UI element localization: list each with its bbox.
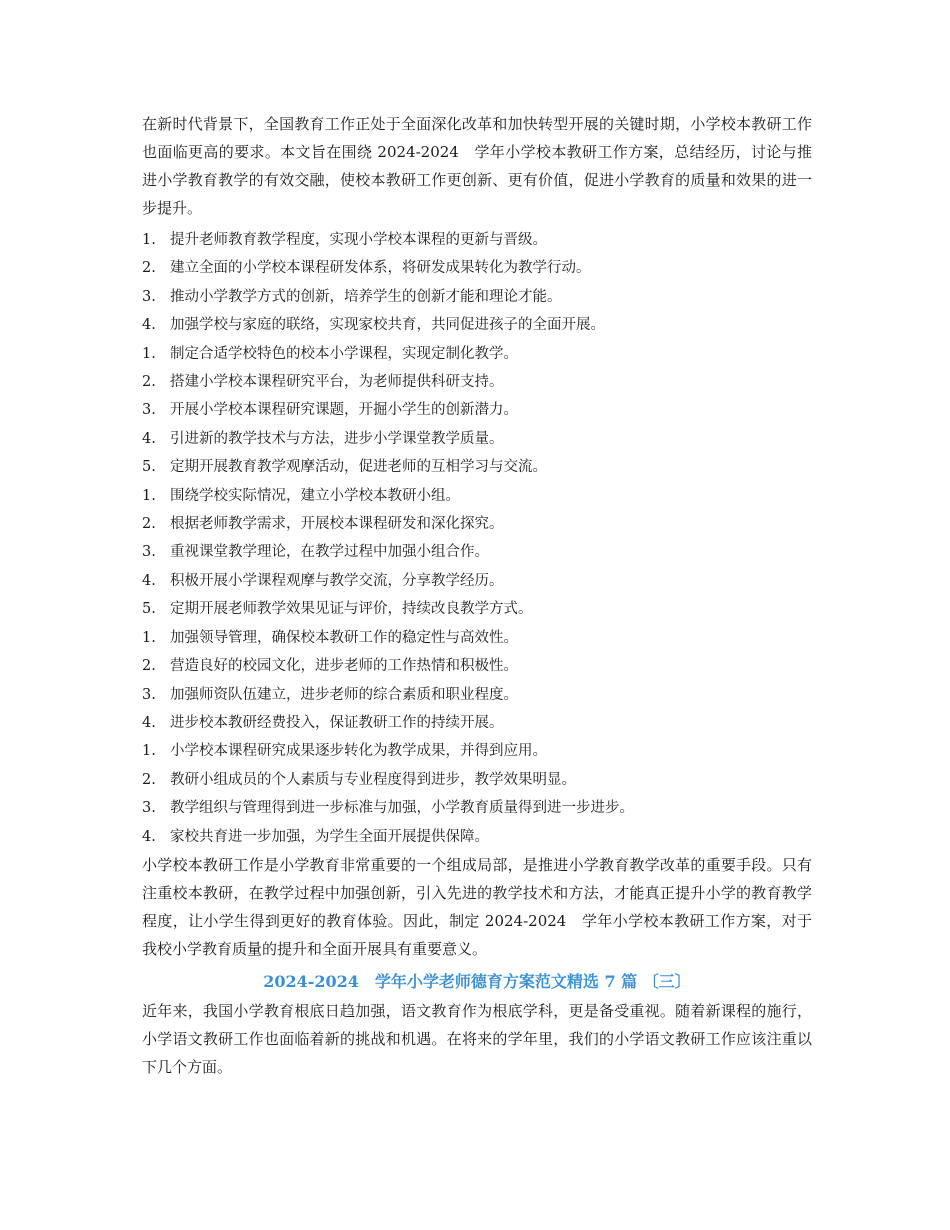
list-text: 加强学校与家庭的联络，实现家校共育，共同促进孩子的全面开展。: [170, 317, 605, 334]
list-item: [142, 737, 812, 765]
list-text: 家校共育进一步加强，为学生全面开展提供保障。: [170, 828, 489, 845]
list-number: 1.: [142, 487, 156, 504]
list-number: 3.: [142, 544, 156, 561]
list-item: [142, 567, 812, 595]
section-heading: 2024-2024 学年小学老师德育方案范文精选 7 篇 〔三〕: [263, 971, 691, 991]
list-number: 3.: [142, 402, 156, 419]
list-item: [142, 283, 812, 311]
list-item: [142, 595, 812, 623]
list-item: [142, 254, 812, 282]
list-item: [142, 368, 812, 396]
list-number: 5.: [142, 601, 156, 618]
list-number: 1.: [142, 232, 156, 248]
list-text: 围绕学校实际情况，建立小学校本教研小组。: [170, 487, 460, 504]
list-item: [142, 681, 812, 709]
list-number: 1.: [142, 743, 156, 760]
list-text: 重视课堂教学理论，在教学过程中加强小组合作。: [170, 544, 489, 561]
list-group: [142, 737, 812, 851]
list-text: 小学校本课程研究成果逐步转化为教学成果，并得到应用。: [170, 743, 547, 760]
list-item: [142, 794, 812, 822]
list-item: [142, 311, 812, 339]
numbered-lists: [142, 226, 812, 851]
list-group: [142, 340, 812, 482]
list-item: [142, 425, 812, 453]
list-number: 2.: [142, 658, 156, 675]
intro-paragraph: 在新时代背景下，全国教育工作正处于全面深化改革和加快转型开展的关键时期，小学校本教研工作也面临更高的要求。本文旨在围绕 2024-2024 学年小学校本教研工作方案，总结经历，讨论与推进小学教育教学的有效交融，使校本教研工作更创新、更有价值，促进小学教育的质量和效果的进一步提升。: [142, 115, 812, 217]
list-group: [142, 482, 812, 624]
list-text: 推动小学教学方式的创新，培养学生的创新才能和理论才能。: [170, 288, 562, 305]
list-item: [142, 226, 812, 254]
list-text: 定期开展老师教学效果见证与评价，持续改良教学方式。: [170, 601, 533, 618]
list-number: 5.: [142, 459, 156, 476]
list-number: 4.: [142, 828, 156, 845]
list-number: 4.: [142, 714, 156, 731]
list-number: 4.: [142, 430, 156, 447]
list-text: 教学组织与管理得到进一步标准与加强，小学教育质量得到进一步进步。: [170, 800, 634, 817]
list-text: 加强领导管理，确保校本教研工作的稳定性与高效性。: [170, 629, 518, 646]
list-item: [142, 396, 812, 424]
list-text: 根据老师教学需求，开展校本课程研发和深化探究。: [170, 516, 504, 533]
section-body-paragraph: 近年来，我国小学教育根底日趋加强，语文教育作为根底学科，更是备受重视。随着新课程的施行，小学语文教研工作也面临着新的挑战和机遇。在将来的学年里，我们的小学语文教研工作应该注重以下几个方面。: [142, 1001, 812, 1076]
list-number: 2.: [142, 374, 156, 391]
list-group: [142, 624, 812, 738]
list-item: [142, 766, 812, 794]
list-item: [142, 538, 812, 566]
list-text: 提升老师教育教学程度，实现小学校本课程的更新与晋级。: [170, 232, 547, 248]
list-text: 建立全面的小学校本课程研发体系，将研发成果转化为教学行动。: [170, 260, 591, 277]
list-text: 开展小学校本课程研究课题，开掘小学生的创新潜力。: [170, 402, 518, 419]
list-text: 教研小组成员的个人素质与专业程度得到进步，教学效果明显。: [170, 771, 576, 788]
conclusion-paragraph: 小学校本教研工作是小学教育非常重要的一个组成局部，是推进小学教育教学改革的重要手段。只有注重校本教研，在教学过程中加强创新，引入先进的教学技术和方法，才能真正提升小学的教育教学程度，让小学生得到更好的教育体验。因此，制定 2024-2024 学年小学校本教研工作方案，对于我校小学教育质量的提升和全面开展具有重要意义。: [142, 855, 812, 958]
list-number: 3.: [142, 800, 156, 817]
list-number: 2.: [142, 260, 156, 277]
list-item: [142, 482, 812, 510]
list-item: [142, 510, 812, 538]
list-text: 制定合适学校特色的校本小学课程，实现定制化教学。: [170, 345, 518, 362]
list-text: 进步校本教研经费投入，保证教研工作的持续开展。: [170, 714, 504, 731]
list-item: [142, 709, 812, 737]
list-group: [142, 226, 812, 340]
list-item: [142, 340, 812, 368]
list-number: 1.: [142, 345, 156, 362]
list-number: 1.: [142, 629, 156, 646]
list-text: 搭建小学校本课程研究平台，为老师提供科研支持。: [170, 374, 504, 391]
list-number: 2.: [142, 516, 156, 533]
list-number: 2.: [142, 771, 156, 788]
list-item: [142, 624, 812, 652]
list-item: [142, 823, 812, 851]
list-text: 积极开展小学课程观摩与教学交流，分享教学经历。: [170, 572, 504, 589]
list-number: 4.: [142, 317, 156, 334]
list-item: [142, 652, 812, 680]
list-item: [142, 453, 812, 481]
list-text: 引进新的教学技术与方法，进步小学课堂教学质量。: [170, 430, 504, 447]
list-number: 4.: [142, 572, 156, 589]
list-number: 3.: [142, 288, 156, 305]
document-page: [142, 110, 812, 1085]
list-text: 定期开展教育教学观摩活动，促进老师的互相学习与交流。: [170, 459, 547, 476]
list-number: 3.: [142, 686, 156, 703]
list-text: 营造良好的校园文化，进步老师的工作热情和积极性。: [170, 658, 518, 675]
list-text: 加强师资队伍建立，进步老师的综合素质和职业程度。: [170, 686, 518, 703]
